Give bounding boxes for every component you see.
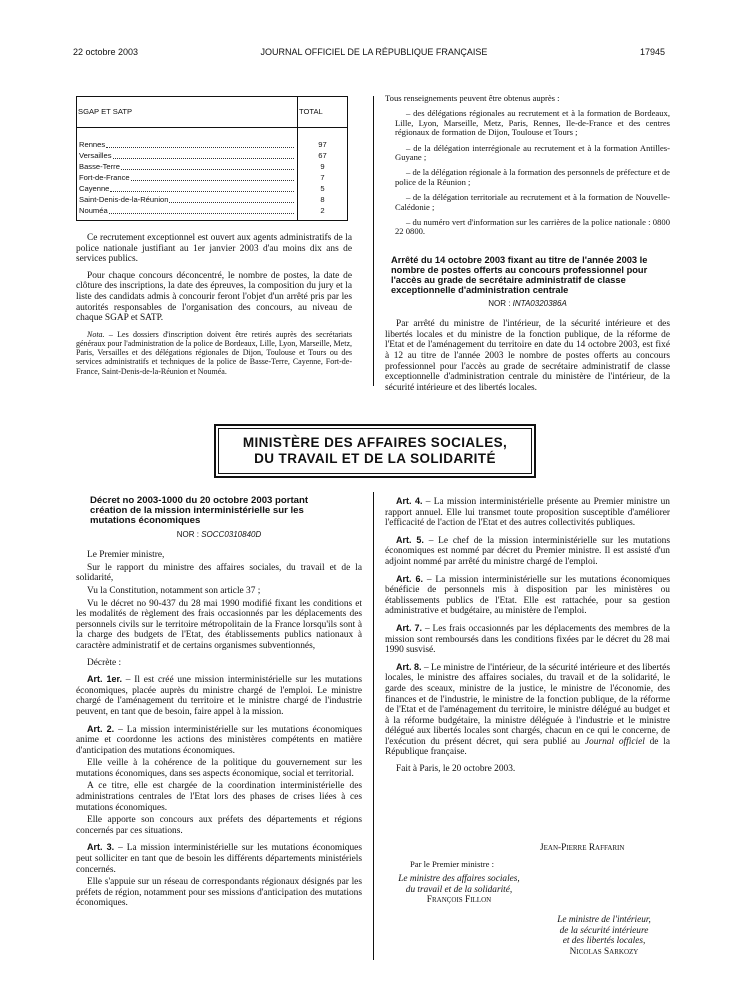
article-8-text: – Le ministre de l'intérieur, de la sécurité intérieure et des libertés locales, le ministre des affaires sociales, du travail et de la solidarité, le garde des sceaux, ministre de la justice, le ministre de l'économie, des finances et de l'industrie, le ministre de la fonction publique, de la réforme de l'Etat et de l'aménagement du territoire, le ministre délégué au budget et à la réforme budgétaire, la ministre déléguée à l'industrie et le ministre délégué aux libertés locales sont chargés, chacun en ce qui le concerne, de l'exécution du présent décret, qui sera publié au [385,662,670,747]
article-4-label: Art. 4. [396,496,423,506]
article-7-label: Art. 7. [396,622,423,633]
article-8-end: de la République française. [385,736,670,758]
table-cell-total: 2 [298,206,348,221]
concours-paragraph: Pour chaque concours déconcentré, le nombre de postes, la date de clôture des inscriptions, la date des épreuves, la composition du jury et la liste des candidats admis à concourir feront l'objet d'un arrêté pris par les autorités responsables de l'organisation des concours, au niveau de chaque SGAP et SATP. [76,270,352,324]
article-3-label: Art. 3. [87,842,115,853]
table-col-sgap: SGAP ET SATP [77,97,298,128]
table-cell-total: 8 [298,195,348,206]
article-3-text: – La mission interministérielle sur les mutations économiques peut solliciter en tant que de besoin les différents départements ministériels concernés. [76,843,362,875]
decree-decrete: Décrète : [87,657,122,668]
article-3-paragraph: Elle s'appuie sur un réseau de correspondants régionaux désignés par les préfets de région, notamment pour ses missions d'anticipation des mutations économiques. [76,877,362,909]
table-cell-total: 5 [298,184,348,195]
article-1-text: – Il est créé une mission interministérielle sur les mutations économiques, placée auprès du ministre chargé de l'emploi. Le ministre chargé de l'aménagement du territoire et le ministre chargé de l'industrie peuvent, en tant que de besoin, faire appel à la mission. [76,675,362,717]
table-row [77,195,348,206]
decree-nor-code: SOCC0310840D [201,529,262,539]
arrete-nor-label: NOR : [488,298,513,308]
arrete-text: Par arrêté du ministre de l'intérieur, de la sécurité intérieure et des libertés locales et du ministre de la fonction publique, de la réforme de l'Etat et de l'aménagement du territoire en date du 14 octobre 2003, est fixé à 12 au titre de l'année 2003 le nombre de postes offerts au concours professionnel pour l'accès au grade de secrétaire administratif de classe exceptionnelle d'administration centrale du ministère de l'intérieur, de la sécurité intérieure et des libertés locales. [385,319,670,393]
sig2-line2: de la sécurité intérieure [559,925,649,936]
article-1 [76,674,362,717]
article-6 [385,574,670,617]
signer-premier-ministre: Jean-Pierre Raffarin [540,843,625,853]
article-3 [76,842,362,875]
fait-a-paris: Fait à Paris, le 20 octobre 2003. [396,764,516,775]
decree-title: Décret no 2003-1000 du 20 octobre 2003 portant création de la mission interministérielle sur les mutations économiques [90,495,309,527]
article-2-text: – La mission interministérielle sur les mutations économiques anime et coordonne les actions des ministères compétents en matière d'anticipation des mutations économiques. [76,724,362,756]
article-2-paragraph: Elle apporte son concours aux préfets des départements et régions concernés par ces situations. [76,815,362,836]
arrete-title: Arrêté du 14 octobre 2003 fixant au titre de l'année 2003 le nombre de postes offerts au concours professionnel pour l'accès au grade de secrétaire administratif de classe exceptionnelle d'administration centrale [391,254,648,296]
arrete-nor [385,299,670,310]
table-cell-name: Nouméa [79,206,108,216]
article-8 [385,662,670,758]
article-1-label: Art. 1er. [87,674,122,685]
table-cell-total: 9 [298,162,348,173]
ministry-heading-box [214,424,536,478]
info-bullet: – des délégations régionales au recrutement et à la formation de Bordeaux, Lille, Lyon, Marseille, Metz, Paris, Rennes, Ile-de-France et des centres régionaux de formation de Dijon, Toulouse et Tours ; [395,108,670,138]
signature-block-fillon [383,874,535,906]
sgap-table [76,96,348,221]
decree-vu-decret: Vu le décret no 90-437 du 28 mai 1990 modifié fixant les conditions et les modalités de règlement des frais occasionnés par les déplacements des personnels civils sur le territoire métropolitain de la France lorsqu'ils sont à la charge des budgets de l'Etat, des établissements publics nationaux à caractère administratif et de certains organismes subventionnés, [76,598,362,651]
decree-vu-constitution: Vu la Constitution, notamment son article 37 ; [87,585,261,596]
article-5 [385,535,670,568]
header-journal-title: JOURNAL OFFICIEL DE LA RÉPUBLIQUE FRANÇAISE [260,47,488,57]
article-8-label: Art. 8. [396,661,422,672]
article-2 [76,724,362,757]
left-top-column [76,96,352,382]
table-row [77,128,348,152]
table-cell-total: 97 [298,128,348,152]
info-bullet: – de la délégation interrégionale au recrutement et à la formation Antilles-Guyane ; [395,142,670,163]
info-bullet: – de la délégation territoriale au recrutement et à la formation de Nouvelle-Calédonie ; [395,192,670,212]
article-7-text: – Les frais occasionnés par les déplacements des membres de la mission sont remboursés dans les conditions fixées par le décret du 28 mai 1990 susvisé. [385,623,670,656]
table-row [77,162,348,173]
column-separator-bottom [373,492,374,960]
nota-text: – Les dossiers d'inscription doivent être retirés auprès des secrétariats généraux pour l'administration de la police de Bordeaux, Lille, Lyon, Marseille, Metz, Paris, Versailles et des délégations régionales de Dijon, Toulouse et Tours ou des services administratifs et techniques de la police de Basse-Terre, Cayenne, Fort-de-France, Saint-Denis-de-la-Réunion et Nouméa. [76,329,352,376]
article-2-paragraph: Elle veille à la cohérence de la politique du gouvernement sur les mutations économiques, dans ses aspects économique, social et territorial. [76,758,362,779]
decree-nor [76,530,362,541]
table-col-total: TOTAL [298,97,348,128]
par-premier-ministre: Par le Premier ministre : [410,859,495,869]
article-4 [385,496,670,529]
info-intro: Tous renseignements peuvent être obtenus auprès : [385,93,560,103]
decree-right-column [385,496,670,781]
decree-rapport: Sur le rapport du ministre des affaires sociales, du travail et de la solidarité, [76,562,362,584]
article-6-label: Art. 6. [396,573,424,584]
header-date: 22 octobre 2003 [73,47,139,57]
table-cell-name: Basse-Terre [79,162,120,172]
table-cell-name: Rennes [79,140,106,150]
sig2-line1: Le ministre de l'intérieur, [557,915,651,925]
article-8-journal: Journal officiel [584,736,645,747]
nota-label: Nota. [87,329,105,339]
table-header-row [77,97,348,128]
decree-left-column [76,496,362,915]
arrete-nor-code: INTA0320386A [512,298,567,308]
article-5-text: – Le chef de la mission interministérielle sur les mutations économiques est nommé par décret du Premier ministre. Il est assisté d'un adjoint nommé par arrêté du ministre chargé de l'emploi. [385,535,670,567]
table-row [77,206,348,221]
info-bullet: – du numéro vert d'information sur les carrières de la police nationale : 0800 22 0800. [395,217,670,237]
table-cell-name: Fort-de-France [79,173,130,183]
table-row [77,151,348,162]
sig1-name: François Fillon [426,895,492,906]
sig2-line3: et des libertés locales, [562,936,646,947]
article-2-label: Art. 2. [87,723,115,734]
sig1-line2: du travail et de la solidarité, [405,884,513,895]
article-4-text: – La mission interministérielle présente au Premier ministre un rapport annuel. Elle lui transmet toute proposition susceptible d'améliorer l'efficacité de l'action de l'Etat et des autres collectivités publiques. [385,497,670,529]
decree-nor-label: NOR : [176,529,202,539]
info-bullet: – de la délégation régionale à la formation des personnels de préfecture et de police de la Réunion ; [395,167,670,187]
sig1-line1: Le ministre des affaires sociales, [398,874,520,884]
table-cell-total: 67 [298,151,348,162]
ministry-heading-line1: MINISTÈRE DES AFFAIRES SOCIALES, [242,435,508,450]
article-7 [385,623,670,656]
column-separator-top [373,96,374,386]
right-top-column [385,94,670,399]
article-6-text: – La mission interministérielle sur les mutations économiques bénéficie de personnels mis à disposition par les ministères ou établissements publics de l'Etat. Elle est rattachée, pour sa gestion administrative et budgétaire, au ministère de l'emploi. [385,574,670,617]
ministry-heading-line2: DU TRAVAIL ET DE LA SOLIDARITÉ [254,451,496,466]
article-5-label: Art. 5. [396,534,424,545]
table-row [77,173,348,184]
nota-paragraph [76,330,352,376]
decree-premier-ministre: Le Premier ministre, [87,550,165,561]
table-cell-name: Versailles [79,151,112,161]
article-2-paragraph: A ce titre, elle est chargée de la coordination interministérielle des administrations centrales de l'Etat lors des phases de crises liées à ces mutations économiques. [76,781,362,813]
table-cell-name: Saint-Denis-de-la-Réunion [79,195,169,205]
table-row [77,184,348,195]
header-page-number: 17945 [640,47,666,57]
recruitment-paragraph: Ce recrutement exceptionnel est ouvert aux agents administratifs de la police nationale justifiant au 1er janvier 2003 d'au moins dix ans de services publics. [76,233,352,265]
sig2-name: Nicolas Sarkozy [569,946,639,957]
signature-block-sarkozy [538,915,670,957]
table-cell-total: 7 [298,173,348,184]
table-cell-name: Cayenne [79,184,110,194]
